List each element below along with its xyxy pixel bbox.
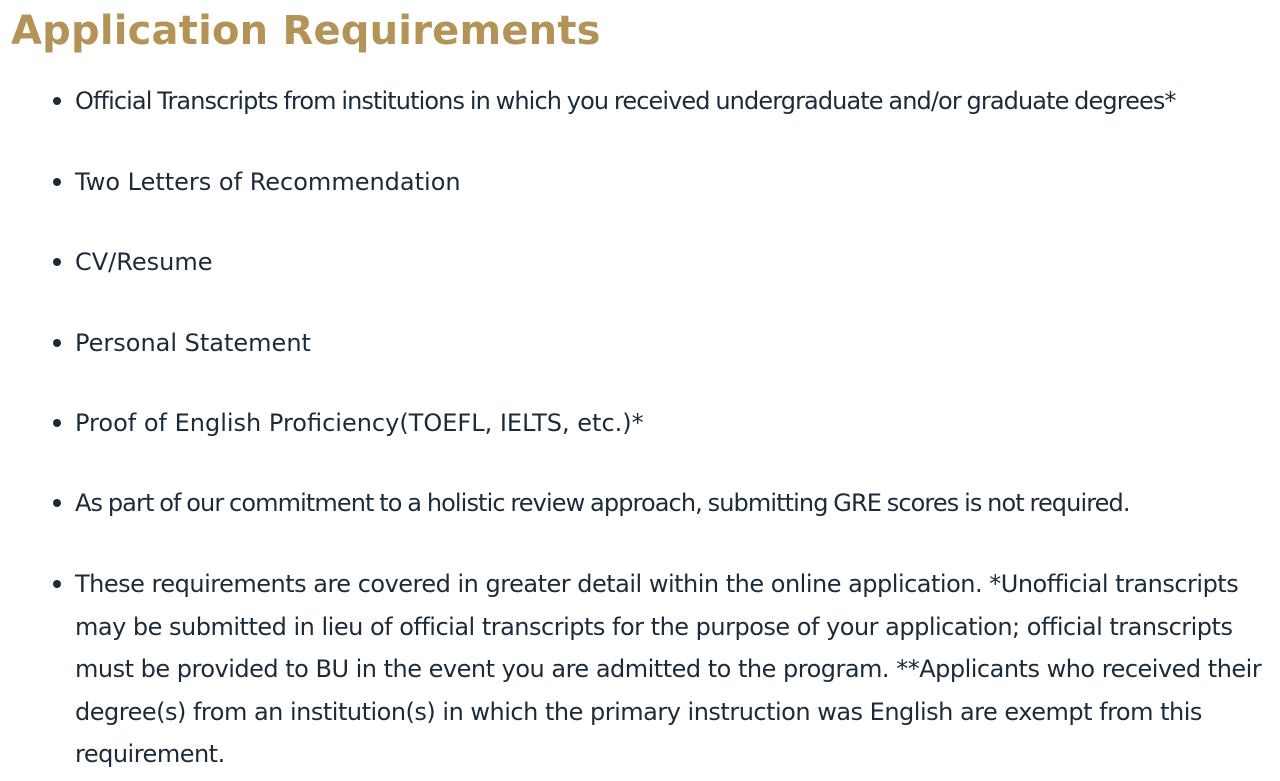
- bullet-icon: [53, 178, 61, 186]
- list-item: [75, 563, 1273, 776]
- bullet-icon: [53, 339, 61, 347]
- bullet-icon: [53, 419, 61, 427]
- list-item: [75, 322, 1273, 365]
- list-item-text: Two Letters of Recommendation: [75, 168, 461, 196]
- list-item-text: Proof of English Proficiency(TOEFL, IELTS, etc.)*: [75, 409, 644, 437]
- bullet-icon: [53, 499, 61, 507]
- bullet-icon: [53, 97, 61, 105]
- list-item-text: CV/Resume: [75, 248, 213, 276]
- list-item-text: As part of our commitment to a holistic review approach, submitting GRE scores is not required.: [75, 489, 1130, 517]
- list-item-text: Official Transcripts from institutions in which you received undergraduate and/or graduate degrees*: [75, 87, 1176, 115]
- list-item: [75, 482, 1273, 525]
- page-title: Application Requirements: [11, 8, 601, 54]
- list-item-text: These requirements are covered in greater detail within the online application. *Unofficial transcripts may be submitted in lieu of official transcripts for the purpose of your application; official transcripts must be provided to BU in the event you are admitted to the program. **Applicants who received their degree(s) from an institution(s) in which the primary instruction was English are exempt from this requirement.: [75, 570, 1262, 768]
- bullet-icon: [53, 580, 61, 588]
- list-item: [75, 241, 1273, 284]
- list-item: [75, 402, 1273, 445]
- list-item: [75, 80, 1273, 123]
- bullet-icon: [53, 258, 61, 266]
- list-item-text: Personal Statement: [75, 329, 311, 357]
- list-item: [75, 161, 1273, 204]
